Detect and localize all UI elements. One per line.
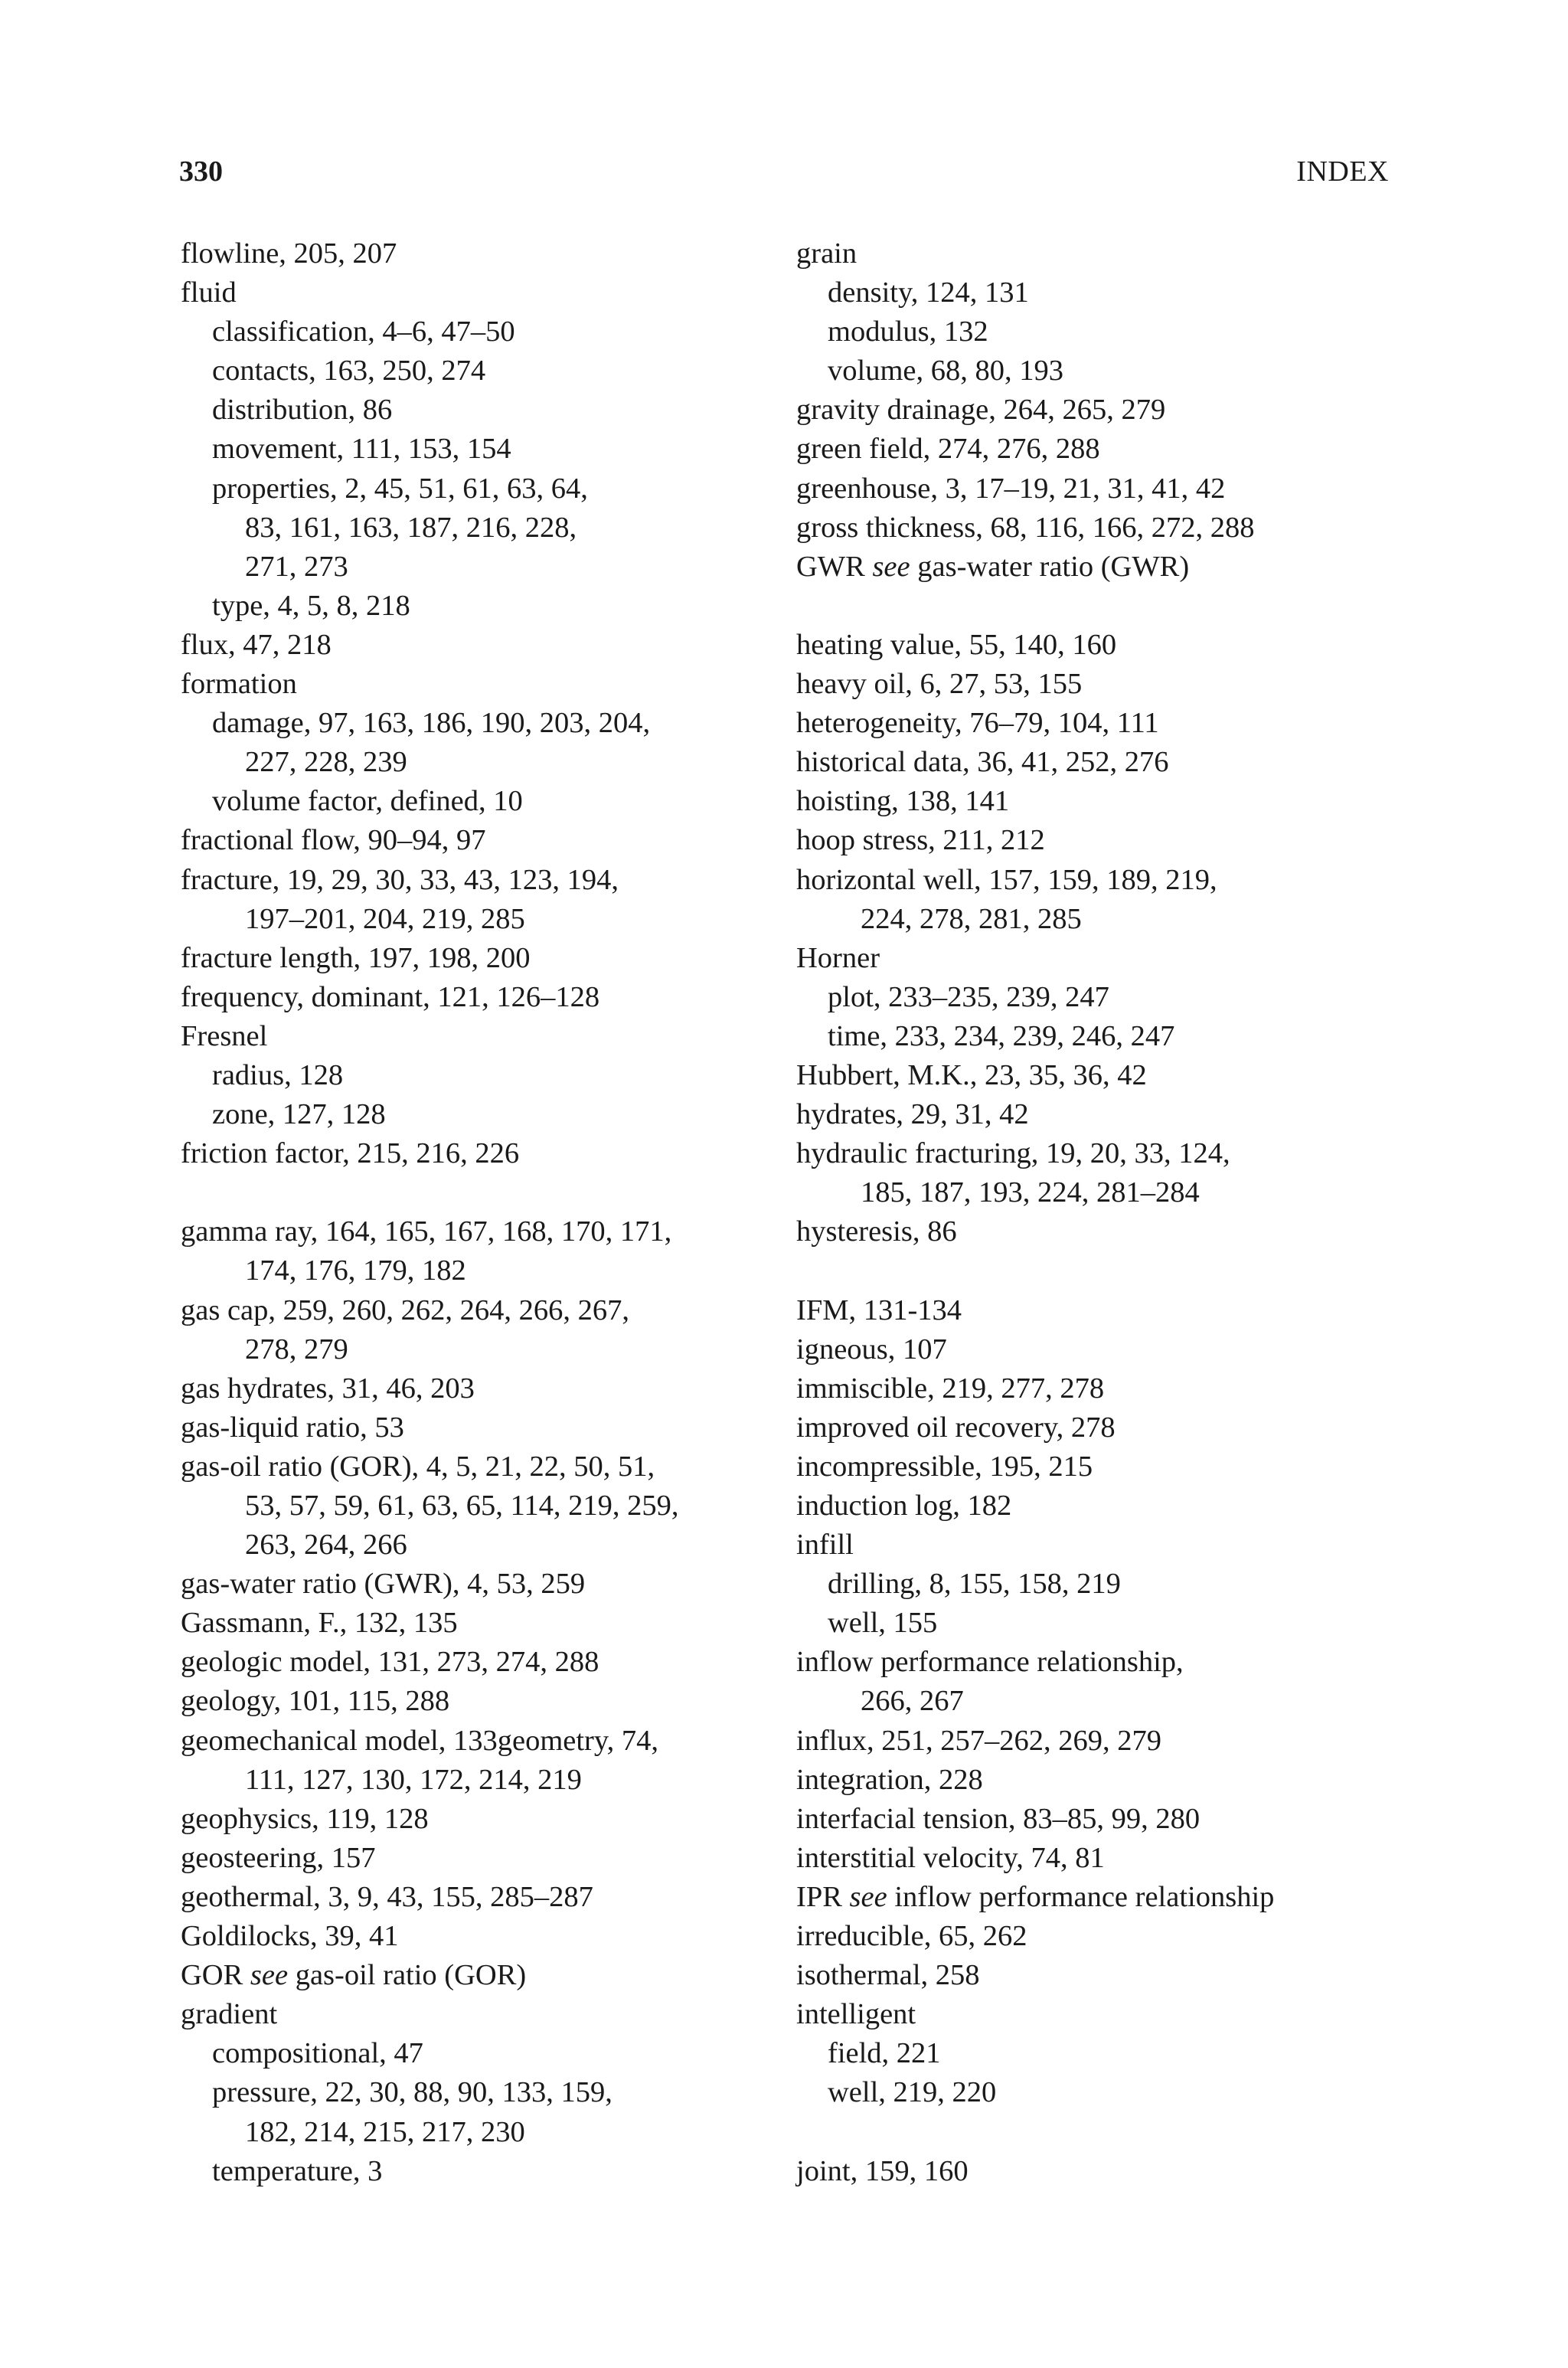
index-subentry: pressure, 22, 30, 88, 90, 133, 159,	[212, 2076, 612, 2109]
index-term: GOR	[181, 1959, 250, 1992]
index-term: IPR	[796, 1880, 850, 1913]
index-entry: induction log, 182	[796, 1490, 1012, 1522]
index-entry: horizontal well, 157, 159, 189, 219,	[796, 863, 1217, 896]
index-subentry: temperature, 3	[212, 2154, 383, 2187]
page-number: 330	[179, 155, 223, 188]
index-subentry: distribution, 86	[212, 394, 393, 427]
index-entry: gas-water ratio (GWR), 4, 53, 259	[181, 1568, 586, 1601]
index-entry: friction factor, 215, 216, 226	[181, 1137, 520, 1170]
see-reference: see	[872, 550, 910, 583]
reference-target: inflow performance relationship	[887, 1880, 1275, 1913]
index-entry: fracture, 19, 29, 30, 33, 43, 123, 194,	[181, 863, 619, 896]
index-entry: incompressible, 195, 215	[796, 1450, 1093, 1483]
index-entry: geophysics, 119, 128	[181, 1802, 429, 1835]
index-subentry: damage, 97, 163, 186, 190, 203, 204,	[212, 707, 651, 740]
index-entry: intelligent	[796, 1998, 916, 2031]
index-entry: greenhouse, 3, 17–19, 21, 31, 41, 42	[796, 472, 1226, 505]
index-entry: Horner	[796, 941, 880, 974]
index-entry: formation	[181, 668, 297, 701]
index-continuation: 271, 273	[245, 550, 348, 583]
index-entry: historical data, 36, 41, 252, 276	[796, 746, 1169, 779]
index-column-right	[796, 234, 1401, 2191]
index-subentry: zone, 127, 128	[212, 1098, 386, 1131]
index-continuation: 197–201, 204, 219, 285	[245, 902, 525, 935]
index-subentry: well, 155	[828, 1607, 938, 1640]
index-continuation: 227, 228, 239	[245, 746, 407, 779]
index-entry: frequency, dominant, 121, 126–128	[181, 980, 600, 1013]
index-entry: grain	[796, 237, 858, 270]
index-entry: Goldilocks, 39, 41	[181, 1920, 399, 1953]
index-continuation: 263, 264, 266	[245, 1529, 407, 1562]
index-entry: Fresnel	[181, 1019, 268, 1052]
index-entry: flux, 47, 218	[181, 628, 332, 661]
index-subentry: well, 219, 220	[828, 2076, 997, 2109]
index-entry: heating value, 55, 140, 160	[796, 628, 1117, 661]
see-reference: see	[250, 1959, 289, 1992]
index-subentry: drilling, 8, 155, 158, 219	[828, 1568, 1121, 1601]
index-subentry: plot, 233–235, 239, 247	[828, 980, 1109, 1013]
index-entry: gross thickness, 68, 116, 166, 272, 288	[796, 511, 1255, 544]
index-entry: Hubbert, M.K., 23, 35, 36, 42	[796, 1058, 1147, 1091]
index-entry: IFM, 131-134	[796, 1294, 962, 1326]
index-entry: gradient	[181, 1998, 278, 2031]
index-entry: fluid	[181, 276, 237, 309]
reference-target: gas-oil ratio (GOR)	[288, 1959, 527, 1992]
index-subentry: density, 124, 131	[828, 276, 1029, 309]
index-subentry: properties, 2, 45, 51, 61, 63, 64,	[212, 472, 588, 505]
index-cross-reference	[181, 1956, 770, 1995]
index-entry: gas-liquid ratio, 53	[181, 1411, 404, 1444]
page-header	[179, 149, 1389, 195]
index-subentry: time, 233, 234, 239, 246, 247	[828, 1019, 1175, 1052]
index-column-left	[181, 234, 770, 2191]
index-continuation: 53, 57, 59, 61, 63, 65, 114, 219, 259,	[245, 1490, 679, 1522]
index-subentry: movement, 111, 153, 154	[212, 433, 511, 466]
index-entry: joint, 159, 160	[796, 2154, 969, 2187]
index-continuation: 278, 279	[245, 1333, 348, 1366]
index-entry: hydrates, 29, 31, 42	[796, 1098, 1029, 1131]
index-entry: integration, 228	[796, 1763, 983, 1796]
reference-target: gas-water ratio (GWR)	[910, 550, 1190, 583]
index-entry: geothermal, 3, 9, 43, 155, 285–287	[181, 1880, 593, 1913]
index-entry: gas cap, 259, 260, 262, 264, 266, 267,	[181, 1294, 629, 1326]
index-entry: influx, 251, 257–262, 269, 279	[796, 1724, 1161, 1757]
index-subentry: volume factor, defined, 10	[212, 785, 523, 818]
see-reference: see	[849, 1880, 887, 1913]
index-subentry: radius, 128	[212, 1058, 344, 1091]
section-gap	[181, 1173, 770, 1212]
index-entry: Gassmann, F., 132, 135	[181, 1607, 458, 1640]
section-gap	[796, 2113, 1401, 2152]
index-entry: gravity drainage, 264, 265, 279	[796, 394, 1166, 427]
index-entry: fracture length, 197, 198, 200	[181, 941, 531, 974]
index-continuation: 174, 176, 179, 182	[245, 1254, 466, 1287]
index-entry: heavy oil, 6, 27, 53, 155	[796, 668, 1083, 701]
index-entry: green field, 274, 276, 288	[796, 433, 1100, 466]
index-subentry: type, 4, 5, 8, 218	[212, 589, 410, 622]
index-entry: flowline, 205, 207	[181, 237, 397, 270]
section-gap	[796, 1251, 1401, 1290]
index-entry: interstitial velocity, 74, 81	[796, 1841, 1105, 1874]
index-subentry: compositional, 47	[212, 2037, 423, 2070]
index-cross-reference	[796, 548, 1401, 587]
index-entry: irreducible, 65, 262	[796, 1920, 1027, 1953]
index-entry: isothermal, 258	[796, 1959, 980, 1992]
running-head: INDEX	[1296, 155, 1389, 188]
index-cross-reference	[796, 1878, 1401, 1917]
index-entry: improved oil recovery, 278	[796, 1411, 1116, 1444]
index-continuation: 224, 278, 281, 285	[861, 902, 1082, 935]
index-entry: infill	[796, 1529, 854, 1562]
index-entry: immiscible, 219, 277, 278	[796, 1372, 1105, 1405]
index-entry: hydraulic fracturing, 19, 20, 33, 124,	[796, 1137, 1230, 1170]
index-continuation: 83, 161, 163, 187, 216, 228,	[245, 511, 577, 544]
index-entry: heterogeneity, 76–79, 104, 111	[796, 707, 1159, 740]
section-gap	[796, 587, 1401, 626]
index-entry: geosteering, 157	[181, 1841, 376, 1874]
index-entry: hysteresis, 86	[796, 1215, 957, 1248]
index-entry: geology, 101, 115, 288	[181, 1685, 450, 1718]
index-continuation: 111, 127, 130, 172, 214, 219	[245, 1763, 582, 1796]
index-entry: gamma ray, 164, 165, 167, 168, 170, 171,	[181, 1215, 672, 1248]
index-subentry: field, 221	[828, 2037, 941, 2070]
index-continuation: 185, 187, 193, 224, 281–284	[861, 1176, 1200, 1209]
index-entry: gas hydrates, 31, 46, 203	[181, 1372, 475, 1405]
index-subentry: contacts, 163, 250, 274	[212, 355, 486, 388]
index-entry: geomechanical model, 133geometry, 74,	[181, 1724, 658, 1757]
index-entry: fractional flow, 90–94, 97	[181, 824, 486, 857]
index-entry: hoop stress, 211, 212	[796, 824, 1045, 857]
index-subentry: classification, 4–6, 47–50	[212, 316, 515, 348]
index-term: GWR	[796, 550, 873, 583]
index-subentry: modulus, 132	[828, 316, 988, 348]
index-entry: igneous, 107	[796, 1333, 947, 1366]
index-entry: geologic model, 131, 273, 274, 288	[181, 1646, 599, 1679]
index-continuation: 266, 267	[861, 1685, 964, 1718]
index-subentry: volume, 68, 80, 193	[828, 355, 1063, 388]
index-continuation: 182, 214, 215, 217, 230	[245, 2115, 525, 2148]
index-entry: inflow performance relationship,	[796, 1646, 1184, 1679]
index-entry: interfacial tension, 83–85, 99, 280	[796, 1802, 1200, 1835]
index-entry: hoisting, 138, 141	[796, 785, 1010, 818]
index-entry: gas-oil ratio (GOR), 4, 5, 21, 22, 50, 51,	[181, 1450, 655, 1483]
